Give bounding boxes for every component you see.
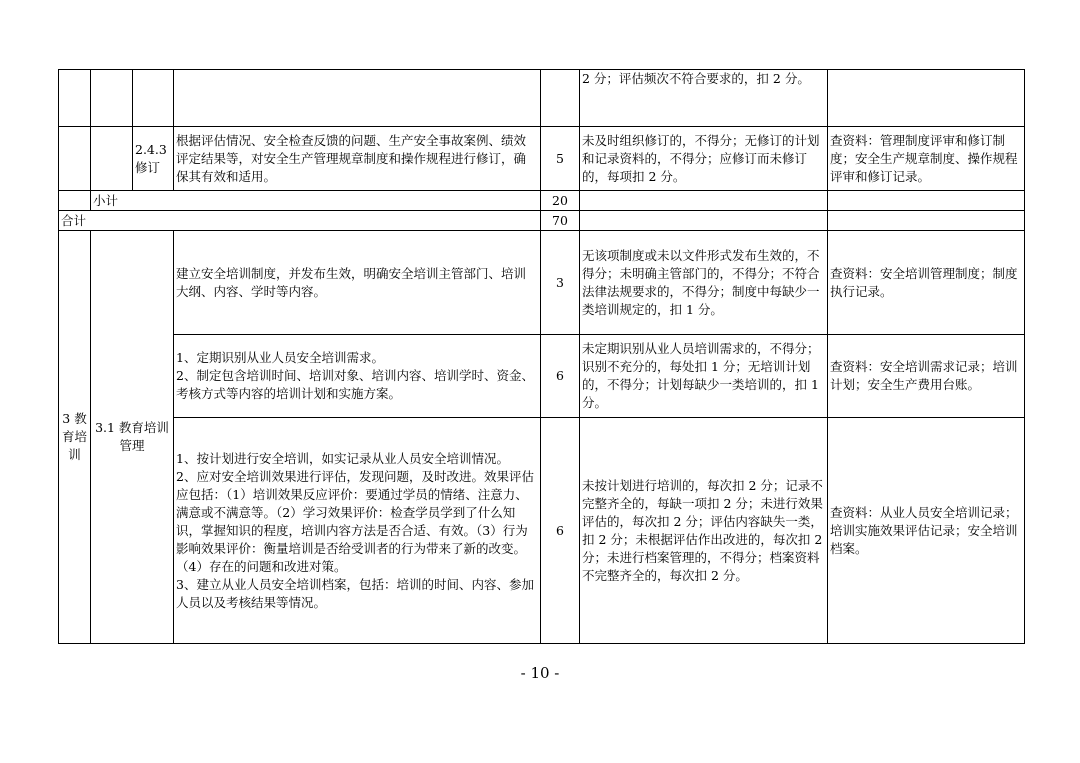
table-row: [59, 231, 1025, 335]
subcategory-cell: 3.1 教育培训管理: [91, 231, 174, 644]
deduction-cell: 2 分；评估频次不符合要求的，扣 2 分。: [580, 70, 828, 127]
subtotal-label: 小计: [91, 191, 541, 211]
table-row: [59, 418, 1025, 644]
subcategory-cell: [91, 127, 133, 191]
table-row: [59, 335, 1025, 418]
check-cell: 查资料：从业人员安全培训记录；培训实施效果评估记录；安全培训档案。: [828, 418, 1025, 644]
content-line: 3、建立从业人员安全培训档案，包括：培训的时间、内容、参加人员以及考核结果等情况。: [176, 576, 534, 610]
total-score: 70: [541, 211, 580, 231]
check-cell: 查资料：管理制度评审和修订制度；安全生产规章制度、操作规程评审和修订记录。: [828, 127, 1025, 191]
total-label: 合计: [59, 211, 541, 231]
deduction-cell: [580, 191, 828, 211]
check-cell: [828, 211, 1025, 231]
page-number: - 10 -: [520, 664, 560, 682]
category-cell: [59, 70, 91, 127]
subtotal-row: [59, 191, 1025, 211]
score-cell: [541, 70, 580, 127]
table-row: [59, 127, 1025, 191]
subtotal-score: 20: [541, 191, 580, 211]
content-cell: [174, 335, 541, 418]
standard-table: [58, 69, 1025, 644]
deduction-cell: [580, 211, 828, 231]
table-row: [59, 70, 1025, 127]
item-code-cell: [133, 70, 174, 127]
content-line: 2、应对安全培训效果进行评估，发现问题，及时改进。效果评估应包括：（1）培训效果反应评价：要通过学员的情绪、注意力、满意或不满意等。（2）学习效果评价：检查学员学到了什么知识，掌握知识的程度，培训内容方法是否合适、有效。（3）行为影响效果评价：衡量培训是否给受训者的行为带来了新的改变。（4）存在的问题和改进对策。: [176, 468, 534, 574]
check-cell: 查资料：安全培训管理制度；制度执行记录。: [828, 231, 1025, 335]
deduction-cell: 未及时组织修订的，不得分；无修订的计划和记录资料的，不得分；应修订而未修订的，每项扣 2 分。: [580, 127, 828, 191]
item-code-cell: 2.4.3 修订: [133, 127, 174, 191]
check-cell: [828, 191, 1025, 211]
deduction-cell: 未按计划进行培训的，每次扣 2 分；记录不完整齐全的，每缺一项扣 2 分；未进行效果评估的，每次扣 2 分；评估内容缺失一类，扣 2 分；未根据评估作出改进的，每次扣 2 分；未进行档案管理的，不得分；档案资料不完整齐全的，每次扣 2 分。: [580, 418, 828, 644]
category-cell: [59, 191, 91, 211]
check-cell: [828, 70, 1025, 127]
content-line: 1、定期识别从业人员安全培训需求。: [176, 350, 384, 365]
content-cell: 根据评估情况、安全检查反馈的问题、生产安全事故案例、绩效评定结果等，对安全生产管理规章制度和操作规程进行修订，确保其有效和适用。: [174, 127, 541, 191]
subcategory-cell: [91, 70, 133, 127]
content-line: 2、制定包含培训时间、培训对象、培训内容、培训学时、资金、考核方式等内容的培训计划和实施方案。: [176, 368, 534, 401]
content-line: 1、按计划进行安全培训，如实记录从业人员安全培训情况。: [176, 450, 509, 466]
content-cell: 建立安全培训制度，并发布生效，明确安全培训主管部门、培训大纲、内容、学时等内容。: [174, 231, 541, 335]
category-cell: [59, 127, 91, 191]
category-cell: 3 教育培训: [59, 231, 91, 644]
check-cell: 查资料：安全培训需求记录；培训计划；安全生产费用台账。: [828, 335, 1025, 418]
deduction-cell: 无该项制度或未以文件形式发布生效的，不得分；未明确主管部门的，不得分；不符合法律法规要求的，不得分；制度中每缺少一类培训规定的，扣 1 分。: [580, 231, 828, 335]
score-cell: 3: [541, 231, 580, 335]
deduction-cell: 未定期识别从业人员培训需求的，不得分；识别不充分的，每处扣 1 分；无培训计划的，不得分；计划每缺少一类培训的，扣 1 分。: [580, 335, 828, 418]
score-cell: 5: [541, 127, 580, 191]
score-cell: 6: [541, 418, 580, 644]
score-cell: 6: [541, 335, 580, 418]
total-row: [59, 211, 1025, 231]
content-cell: [174, 418, 541, 644]
content-cell: [174, 70, 541, 127]
